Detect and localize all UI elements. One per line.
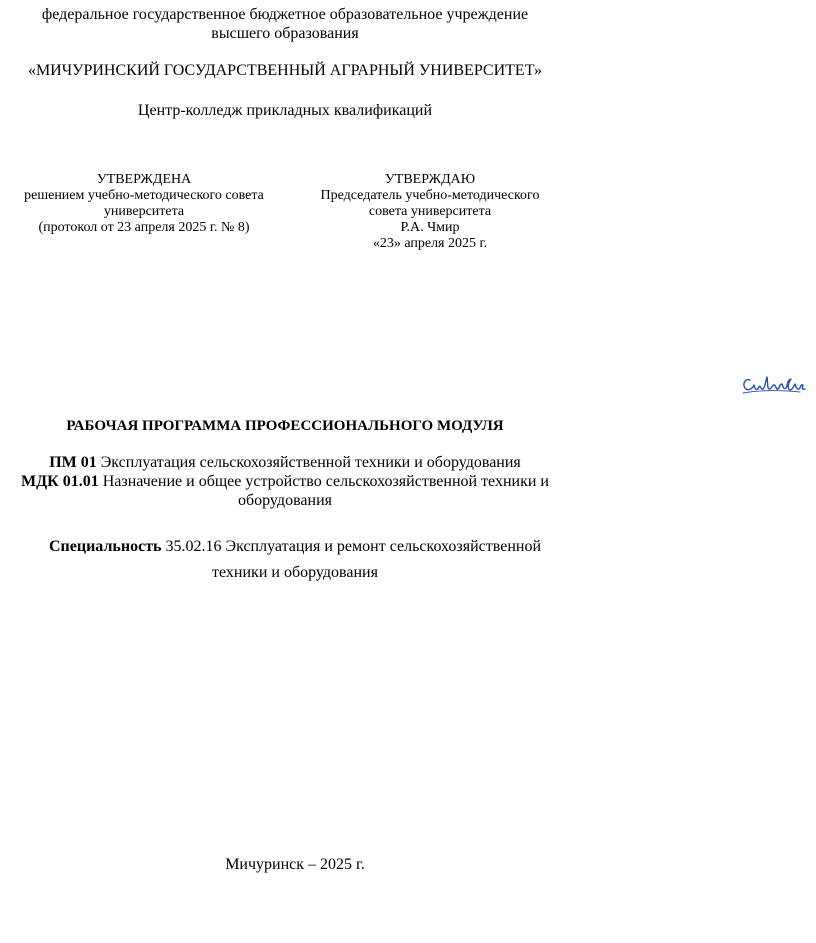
mdk-code: МДК 01.01 — [21, 473, 99, 490]
approved-line-2: университета — [103, 204, 185, 219]
college-name — [0, 101, 570, 120]
approved-title: УТВЕРЖДЕНА — [96, 172, 192, 187]
mdk-line — [0, 472, 570, 491]
pm-name: Эксплуатация сельскохозяйственной техники и оборудования — [96, 454, 521, 471]
specialty-line-2: техники и оборудования — [212, 564, 378, 581]
pm-line — [0, 453, 570, 472]
university-name-text: «МИЧУРИНСКИЙ ГОСУДАРСТВЕННЫЙ АГРАРНЫЙ УНИВЕРСИТЕТ» — [27, 62, 543, 79]
specialty-value: 35.02.16 Эксплуатация и ремонт сельскохозяйственной — [161, 538, 542, 555]
specialty-block — [0, 534, 590, 586]
specialty-label: Специальность — [48, 538, 162, 555]
education-level-line: высшего образования — [211, 25, 359, 42]
approved-protocol: (протокол от 23 апреля 2025 г. № 8) — [38, 220, 250, 235]
approve-name: Р.А. Чмир — [400, 220, 460, 235]
approve-position-2: совета университета — [368, 204, 492, 219]
approved-block — [0, 172, 288, 236]
approve-block — [300, 172, 560, 252]
org-type-line: федеральное государственное бюджетное образовательное учреждение — [41, 6, 529, 23]
specialty-line — [0, 534, 590, 560]
footer-city-year — [0, 855, 590, 874]
program-title-text: РАБОЧАЯ ПРОГРАММА ПРОФЕССИОНАЛЬНОГО МОДУЛЯ — [66, 418, 504, 434]
mdk-line-2: оборудования — [238, 492, 332, 509]
footer-city-year-text: Мичуринск – 2025 г. — [225, 856, 365, 873]
program-title — [0, 417, 570, 435]
pm-code: ПМ 01 — [49, 454, 97, 471]
approve-title: УТВЕРЖДАЮ — [384, 172, 476, 187]
header-organization — [0, 5, 570, 43]
signature-image — [740, 372, 806, 398]
approved-line-1: решением учебно-методического совета — [24, 188, 264, 203]
college-name-text: Центр-колледж прикладных квалификаций — [137, 102, 433, 119]
module-block — [0, 453, 570, 510]
approve-position-1: Председатель учебно-методического — [320, 188, 540, 203]
mdk-name: Назначение и общее устройство сельскохозяйственной техники и — [98, 473, 549, 490]
university-name — [0, 61, 570, 80]
approve-date: «23» апреля 2025 г. — [372, 236, 488, 251]
